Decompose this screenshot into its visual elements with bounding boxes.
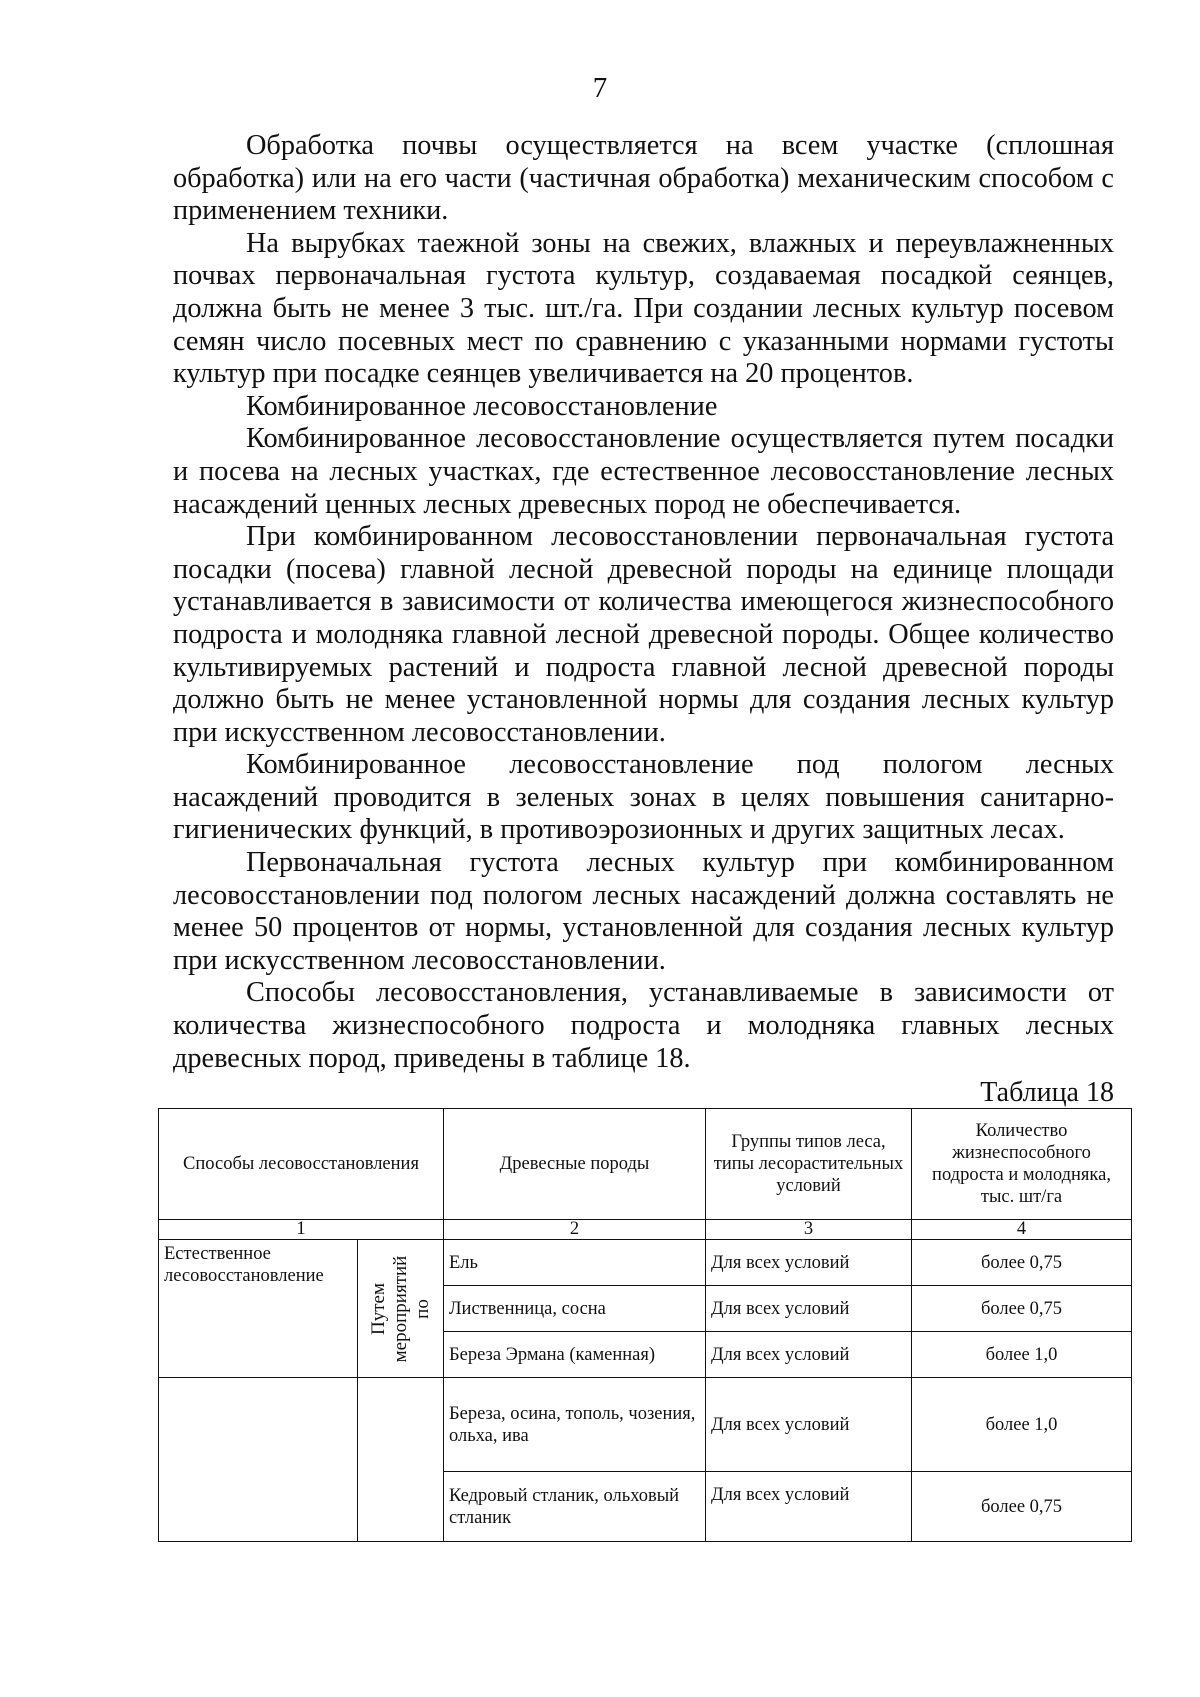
paragraph: Первоначальная густота лесных культур при комбинированном лесовосстановлении под пологом лесных насаждений должна составлять не менее 50 процентов от нормы, установленной для создания лесных культур при искусственном лесовосстановлении. [173,847,1114,976]
conditions-cell: Для всех условий [706,1472,912,1542]
paragraph: Способы лесовосстановления, устанавливаемые в зависимости от количества жизнеспособного подроста и молодняка главных лесных древесных пород, приведены в таблице 18. [173,977,1114,1074]
amount-cell: более 1,0 [912,1332,1132,1378]
sub-method-cell [358,1240,444,1378]
col-number: 4 [912,1220,1132,1240]
conditions-cell: Для всех условий [706,1240,912,1286]
empty-sub-method-cell [358,1378,444,1542]
header-methods: Способы лесовосстановления [159,1109,444,1220]
paragraph: Обработка почвы осуществляется на всем участке (сплошная обработка) или на его части (частичная обработка) механическим способом с применением техники. [173,130,1114,227]
page-number: 7 [592,72,608,104]
table-header-row [159,1109,1132,1220]
species-cell: Лиственница, сосна [444,1286,706,1332]
section-heading: Комбинированное лесовосстановление [246,390,718,422]
table-row [159,1240,1132,1286]
col-number: 2 [444,1220,706,1240]
col-number: 3 [706,1220,912,1240]
amount-cell: более 0,75 [912,1286,1132,1332]
paragraph: Комбинированное лесовосстановление осуществляется путем посадки и посева на лесных участках, где естественное лесовосстановление лесных насаждений ценных лесных древесных пород не обеспечивается. [173,423,1114,520]
col-number: 1 [159,1220,444,1240]
header-species: Древесные породы [444,1109,706,1220]
method-cell: Естественное лесовосстановление [159,1240,358,1378]
sub-method-label: Путем мероприятий по [367,1255,433,1362]
species-cell: Береза, осина, тополь, чозения, ольха, ива [444,1378,706,1472]
table-caption: Таблица 18 [980,1077,1114,1108]
paragraph: На вырубках таежной зоны на свежих, влажных и переувлажненных почвах первоначальная густота культур, создаваемая посадкой сеянцев, должна быть не менее 3 тыс. шт./га. При создании лесных культур посевом семян число посевных мест по сравнению с указанными нормами густоты культур при посадке сеянцев увеличивается на 20 процентов. [173,227,1114,390]
conditions-cell: Для всех условий [706,1286,912,1332]
body-text [173,130,1114,1075]
header-amount: Количество жизнеспособного подроста и молодняка, тыс. шт/га [912,1109,1132,1220]
species-cell: Ель [444,1240,706,1286]
paragraph: Комбинированное лесовосстановление под пологом лесных насаждений проводится в зеленых зонах в целях повышения санитарно-гигиенических функций, в противоэрозионных и других защитных лесах. [173,749,1114,846]
amount-cell: более 0,75 [912,1472,1132,1542]
conditions-cell: Для всех условий [706,1378,912,1472]
table-row [159,1378,1132,1472]
species-cell: Береза Эрмана (каменная) [444,1332,706,1378]
species-cell: Кедровый стланик, ольховый стланик [444,1472,706,1542]
column-numbers-row [159,1220,1132,1240]
conditions-cell: Для всех условий [706,1332,912,1378]
amount-cell: более 0,75 [912,1240,1132,1286]
header-forest-types: Группы типов леса, типы лесорастительных условий [706,1109,912,1220]
empty-method-cell [159,1378,358,1542]
amount-cell: более 1,0 [912,1378,1132,1472]
paragraph: При комбинированном лесовосстановлении первоначальная густота посадки (посева) главной лесной древесной породы на единице площади устанавливается в зависимости от количества имеющегося жизнеспособного подроста и молодняка главной лесной древесной породы. Общее количество культивируемых растений и подроста главной лесной древесной породы должно быть не менее установленной нормы для создания лесных культур при искусственном лесовосстановлении. [173,521,1114,748]
table-18 [158,1108,1132,1542]
